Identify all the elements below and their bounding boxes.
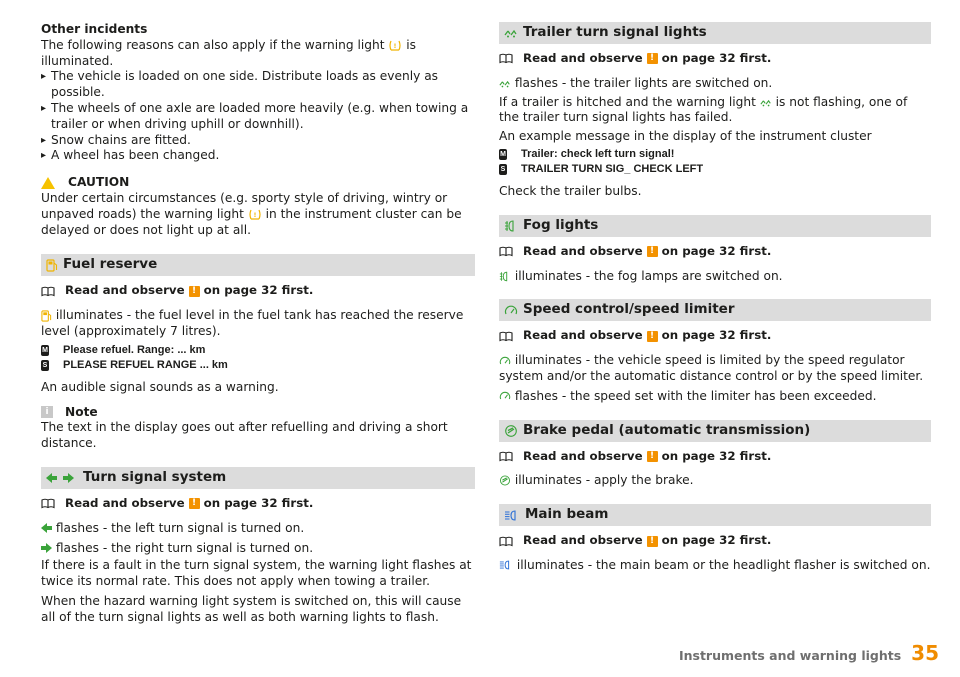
fuel-icon bbox=[41, 310, 52, 322]
section-heading-fuel-reserve: Fuel reserve bbox=[41, 254, 475, 276]
warning-icon: ! bbox=[189, 498, 200, 509]
section-heading-fog: Fog lights bbox=[499, 215, 931, 237]
display-badge-m: M bbox=[42, 346, 48, 354]
tyre-pressure-icon bbox=[248, 209, 262, 220]
other-incidents-intro: The following reasons can also apply if the warning light ! is illuminated. bbox=[41, 37, 416, 68]
display-message-s: S TRAILER TURN SIG_ CHECK LEFT bbox=[500, 162, 704, 175]
read-and-observe: Read and observe ! on page 32 first. bbox=[499, 533, 931, 549]
left-column bbox=[41, 22, 475, 626]
page-footer bbox=[678, 641, 939, 666]
warning-icon: ! bbox=[189, 286, 200, 297]
display-badge-m: M bbox=[500, 150, 506, 158]
fog-light-icon bbox=[504, 220, 518, 232]
display-badge-s: S bbox=[42, 361, 48, 369]
brake-text: illuminates - apply the brake. bbox=[499, 473, 931, 489]
book-icon bbox=[499, 451, 513, 462]
list-item: ▸ Snow chains are fitted. bbox=[41, 133, 475, 149]
other-incidents-list bbox=[41, 69, 475, 164]
turn-right-icon bbox=[63, 473, 74, 483]
right-column bbox=[499, 22, 931, 574]
trailer-flashes-text: flashes - the trailer lights are switched on. bbox=[499, 76, 931, 92]
note-text: The text in the display goes out after refuelling and driving a short distance. bbox=[41, 420, 448, 451]
speedometer-icon bbox=[499, 391, 511, 401]
warning-icon: ! bbox=[647, 53, 658, 64]
read-and-observe: Read and observe ! on page 32 first. bbox=[499, 51, 931, 67]
section-heading-speed: Speed control/speed limiter bbox=[499, 299, 931, 321]
main-beam-text: illuminates - the main beam or the headlight flasher is switched on. bbox=[499, 558, 931, 574]
turn-fault-text: If there is a fault in the turn signal system, the warning light flashes at twice its normal rate. This does not apply when towing a trailer. bbox=[41, 558, 472, 589]
trailer-icon bbox=[760, 98, 772, 107]
caution-header: CAUTION bbox=[41, 175, 475, 191]
list-item: ▸ A wheel has been changed. bbox=[41, 148, 475, 164]
list-item: ▸ The vehicle is loaded on one side. Distribute loads as evenly as possible. bbox=[41, 69, 475, 101]
speed-text-1: illuminates - the vehicle speed is limited by the speed regulator system and/or the automatic distance control or by the speed limiter. bbox=[499, 353, 924, 383]
svg-text:!: ! bbox=[394, 42, 397, 50]
fuel-icon bbox=[46, 259, 58, 272]
brake-pedal-icon bbox=[499, 475, 511, 486]
svg-text:!: ! bbox=[253, 211, 257, 219]
read-and-observe: Read and observe ! on page 32 first. bbox=[41, 283, 475, 299]
turn-right-icon bbox=[41, 543, 52, 553]
fog-light-icon bbox=[499, 271, 511, 282]
trailer-check-text: Check the trailer bulbs. bbox=[499, 183, 642, 198]
fog-text: illuminates - the fog lamps are switched on. bbox=[499, 269, 931, 285]
read-and-observe: Read and observe ! on page 32 first. bbox=[499, 328, 931, 344]
warning-icon: ! bbox=[647, 451, 658, 462]
footer-section-title: Instruments and warning lights bbox=[678, 648, 902, 664]
section-heading-brake: Brake pedal (automatic transmission) bbox=[499, 420, 931, 442]
display-message-m: M Please refuel. Range: ... km bbox=[42, 343, 206, 356]
read-and-observe: Read and observe ! on page 32 first. bbox=[499, 244, 931, 260]
book-icon bbox=[499, 53, 513, 64]
hazard-text: When the hazard warning light system is switched on, this will cause all of the turn signal lights as well as both warning lights to flash. bbox=[41, 593, 462, 624]
brake-pedal-icon bbox=[504, 425, 518, 437]
speed-text-2: flashes - the speed set with the limiter has been exceeded. bbox=[499, 389, 931, 405]
trailer-fail-text: If a trailer is hitched and the warning light is not flashing, one of the trailer turn signal lights has failed. bbox=[499, 94, 908, 125]
caution-icon bbox=[41, 177, 55, 189]
fuel-reserve-text: illuminates - the fuel level in the fuel tank has reached the reserve level (approximately 7 litres). bbox=[41, 308, 464, 338]
tyre-pressure-icon bbox=[388, 40, 402, 51]
book-icon bbox=[41, 286, 55, 297]
other-incidents-title: Other incidents bbox=[41, 22, 148, 36]
list-item: ▸ The wheels of one axle are loaded more heavily (e.g. when towing a trailer or when driving uphill or downhill). bbox=[41, 101, 475, 133]
book-icon bbox=[499, 246, 513, 257]
trailer-icon bbox=[499, 79, 511, 88]
main-beam-icon bbox=[499, 560, 513, 570]
warning-icon: ! bbox=[647, 536, 658, 547]
read-and-observe: Read and observe ! on page 32 first. bbox=[499, 449, 931, 465]
note-icon: i bbox=[41, 406, 53, 418]
main-beam-icon bbox=[504, 510, 520, 521]
book-icon bbox=[41, 498, 55, 509]
turn-right-text: flashes - the right turn signal is turned on. bbox=[41, 541, 475, 557]
warning-icon: ! bbox=[647, 331, 658, 342]
speedometer-icon bbox=[504, 305, 518, 316]
speedometer-icon bbox=[499, 356, 511, 366]
turn-left-icon bbox=[41, 523, 52, 533]
trailer-example-text: An example message in the display of the instrument cluster bbox=[499, 129, 872, 144]
audible-text: An audible signal sounds as a warning. bbox=[41, 379, 279, 394]
trailer-icon bbox=[504, 28, 518, 38]
turn-left-text: flashes - the left turn signal is turned on. bbox=[41, 521, 475, 537]
book-icon bbox=[499, 331, 513, 342]
section-heading-trailer: Trailer turn signal lights bbox=[499, 22, 931, 44]
display-message-m: M Trailer: check left turn signal! bbox=[500, 147, 675, 160]
display-badge-s: S bbox=[500, 165, 506, 173]
page-number: 35 bbox=[911, 641, 939, 666]
section-heading-turn-signal: Turn signal system bbox=[41, 467, 475, 489]
section-heading-main-beam: Main beam bbox=[499, 504, 931, 526]
warning-icon: ! bbox=[647, 246, 658, 257]
book-icon bbox=[499, 536, 513, 547]
caution-text: Under certain circumstances (e.g. sporty style of driving, wintry or unpaved roads) the warning light ! in the instrument cluster can be delayed or does not light up at all. bbox=[41, 190, 462, 237]
note-header: i Note bbox=[41, 405, 475, 421]
read-and-observe: Read and observe ! on page 32 first. bbox=[41, 496, 475, 512]
display-message-s: S PLEASE REFUEL RANGE ... km bbox=[42, 358, 228, 371]
turn-left-icon bbox=[46, 473, 57, 483]
